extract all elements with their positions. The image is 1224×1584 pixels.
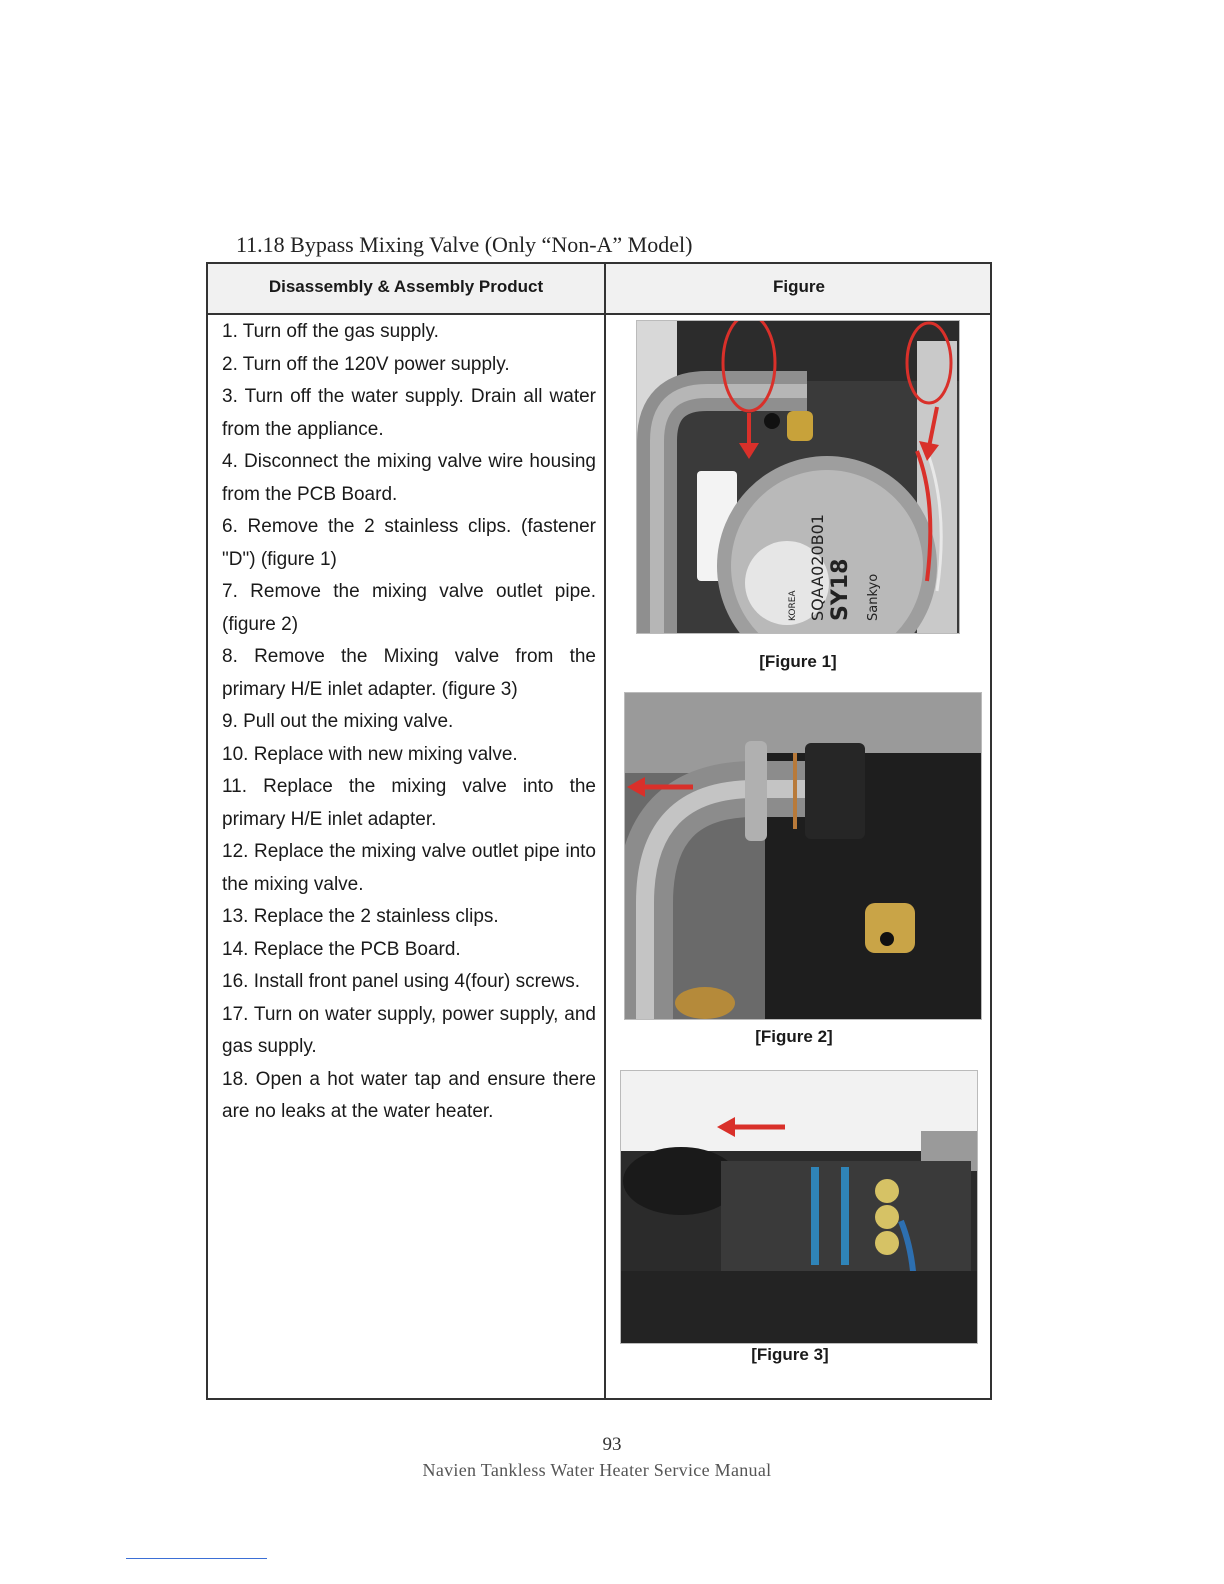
step-item: 7. Remove the mixing valve outlet pipe. (figure 2) [222,581,596,635]
column-divider [604,264,606,1398]
step-item: 9. Pull out the mixing valve. [222,711,454,732]
step-item: 12. Replace the mixing valve outlet pipe into the mixing valve. [222,841,596,895]
figure-3-caption: [Figure 3] [751,1345,829,1364]
figure-1-photo [636,320,960,634]
procedure-table [206,262,992,1400]
step-item: 17. Turn on water supply, power supply, and gas supply. [222,1003,596,1057]
page-number: 93 [602,1434,622,1455]
figure-3-photo [620,1070,978,1344]
motor-origin-text: KOREA [788,590,798,621]
step-item: 8. Remove the Mixing valve from the primary H/E inlet adapter. (figure 3) [222,646,596,700]
step-item: 16. Install front panel using 4(four) screws. [222,971,581,992]
header-figure: Figure [773,277,825,296]
figure-2-caption: [Figure 2] [755,1027,833,1046]
motor-brand-text: Sankyo [866,573,881,621]
step-item: 10. Replace with new mixing valve. [222,743,518,765]
step-item: 2. Turn off the 120V power supply. [222,353,510,375]
figure-1-caption: [Figure 1] [759,652,837,671]
step-item: 6. Remove the 2 stainless clips. (fastener "D") (figure 1) [222,516,596,570]
motor-part-number-text: SQAA020B01 [808,514,827,621]
steps-list [222,316,596,1129]
header-disassembly: Disassembly & Assembly Product [268,277,544,296]
step-item: 4. Disconnect the mixing valve wire housing from the PCB Board. [222,451,596,505]
section-title: 11.18 Bypass Mixing Valve (Only “Non-A” Model) [236,232,693,257]
motor-model-text: SY18 [828,558,853,621]
step-item: 18. Open a hot water tap and ensure there are no leaks at the water heater. [222,1068,596,1122]
step-item: 13. Replace the 2 stainless clips. [222,906,499,927]
figure-2-photo [624,692,982,1020]
step-item: 14. Replace the PCB Board. [222,938,461,960]
step-item: 11. Replace the mixing valve into the primary H/E inlet adapter. [222,776,596,830]
step-item: 3. Turn off the water supply. Drain all water from the appliance. [222,386,596,440]
step-item: 1. Turn off the gas supply. [222,321,439,342]
table-header-row [208,264,990,315]
footer-manual-title: Navien Tankless Water Heater Service Manual [422,1460,772,1480]
footer-link-underline [126,1558,267,1559]
